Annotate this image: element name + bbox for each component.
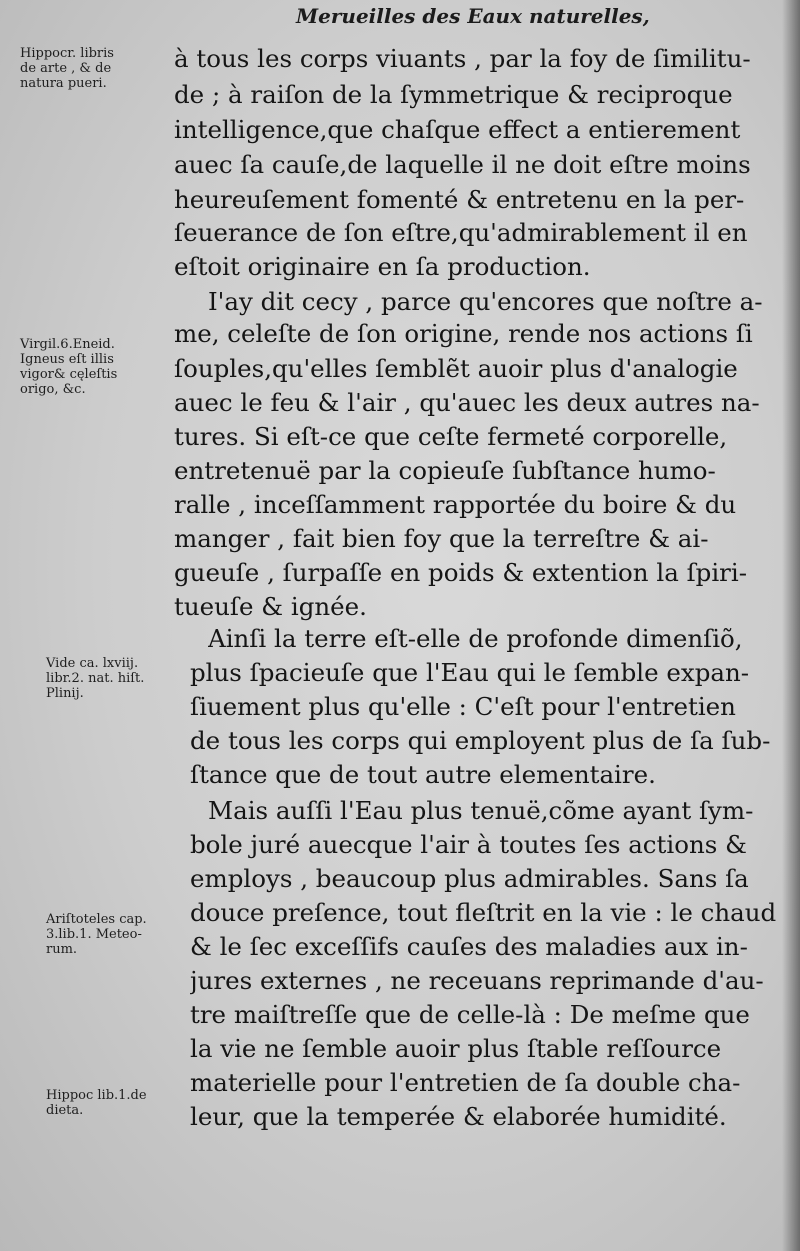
body-line: auec ſa cauſe,de laquelle il ne doit eſtre moins bbox=[174, 150, 751, 179]
body-line: employs , beaucoup plus admirables. Sans ſa bbox=[190, 864, 749, 893]
margin-note-virgil-eneid: Virgil.6.Eneid. Igneus eſt illis vigor& cęleſtis origo, &c. bbox=[20, 337, 118, 397]
body-line: me, celeſte de ſon origine, rende nos actions ſi bbox=[174, 319, 753, 348]
body-line: gueuſe , ſurpaſſe en poids & extention la ſpiri- bbox=[174, 558, 747, 587]
running-title: Merueilles des Eaux naturelles, bbox=[296, 4, 650, 28]
body-line: ſtance que de tout autre elementaire. bbox=[190, 760, 656, 789]
body-line: bole juré auecque l'air à toutes ſes actions & bbox=[190, 830, 747, 859]
paragraph-start-line: Ainſi la terre eſt-elle de profonde dimenſiõ, bbox=[208, 624, 743, 653]
body-line: leur, que la temperée & elaborée humidité. bbox=[190, 1102, 727, 1131]
body-line: ſiuement plus qu'elle : C'eſt pour l'entretien bbox=[190, 692, 736, 721]
margin-note-hippocrates-dieta: Hippoc lib.1.de dieta. bbox=[46, 1088, 147, 1118]
margin-note-aristotle-meteorum: Ariſtoteles cap. 3.lib.1. Meteo- rum. bbox=[46, 912, 147, 957]
body-line: ralle , inceſſamment rapportée du boire & du bbox=[174, 490, 737, 519]
body-line: intelligence,que chaſque effect a entierement bbox=[174, 115, 741, 144]
paragraph-start-line: I'ay dit cecy , parce qu'encores que noſtre a- bbox=[208, 287, 763, 316]
margin-note-pliny: Vide ca. lxviij. libr.2. nat. hiſt. Plinij. bbox=[46, 656, 145, 701]
body-line: entretenuë par la copieuſe ſubſtance humo- bbox=[174, 456, 716, 485]
body-line: heureuſement fomenté & entretenu en la per- bbox=[174, 185, 745, 214]
body-line: de ; à raiſon de la ſymmetrique & reciproque bbox=[174, 80, 733, 109]
body-line: tures. Si eſt-ce que ceſte fermeté corporelle, bbox=[174, 422, 728, 451]
body-line: tre maiſtreſſe que de celle-là : De meſme que bbox=[190, 1000, 750, 1029]
body-line: auec le feu & l'air , qu'auec les deux autres na- bbox=[174, 388, 760, 417]
body-line: de tous les corps qui employent plus de ſa ſub- bbox=[190, 726, 771, 755]
body-line: manger , fait bien foy que la terreſtre & ai- bbox=[174, 524, 709, 553]
body-line: tueuſe & ignée. bbox=[174, 592, 367, 621]
body-line: materielle pour l'entretien de ſa double cha- bbox=[190, 1068, 741, 1097]
body-line: ſouples,qu'elles ſemblẽt auoir plus d'analogie bbox=[174, 354, 738, 383]
body-line: la vie ne ſemble auoir plus ſtable reſſource bbox=[190, 1034, 722, 1063]
body-line: eſtoit originaire en ſa production. bbox=[174, 252, 591, 281]
body-line: à tous les corps viuants , par la foy de ſimilitu- bbox=[174, 44, 751, 73]
body-line: douce preſence, tout fleſtrit en la vie : le chaud bbox=[190, 898, 777, 927]
body-line: plus ſpacieuſe que l'Eau qui le ſemble expan- bbox=[190, 658, 750, 687]
body-line: jures externes , ne receuans reprimande d'au- bbox=[190, 966, 764, 995]
paragraph-start-line: Mais auſſi l'Eau plus tenuë,cõme ayant ſym- bbox=[208, 796, 754, 825]
margin-note-hippocrates-arte: Hippocr. libris de arte , & de natura pueri. bbox=[20, 46, 114, 91]
body-line: ſeuerance de ſon eſtre,qu'admirablement il en bbox=[174, 218, 748, 247]
body-line: & le ſec exceſſifs cauſes des maladies aux in- bbox=[190, 932, 748, 961]
